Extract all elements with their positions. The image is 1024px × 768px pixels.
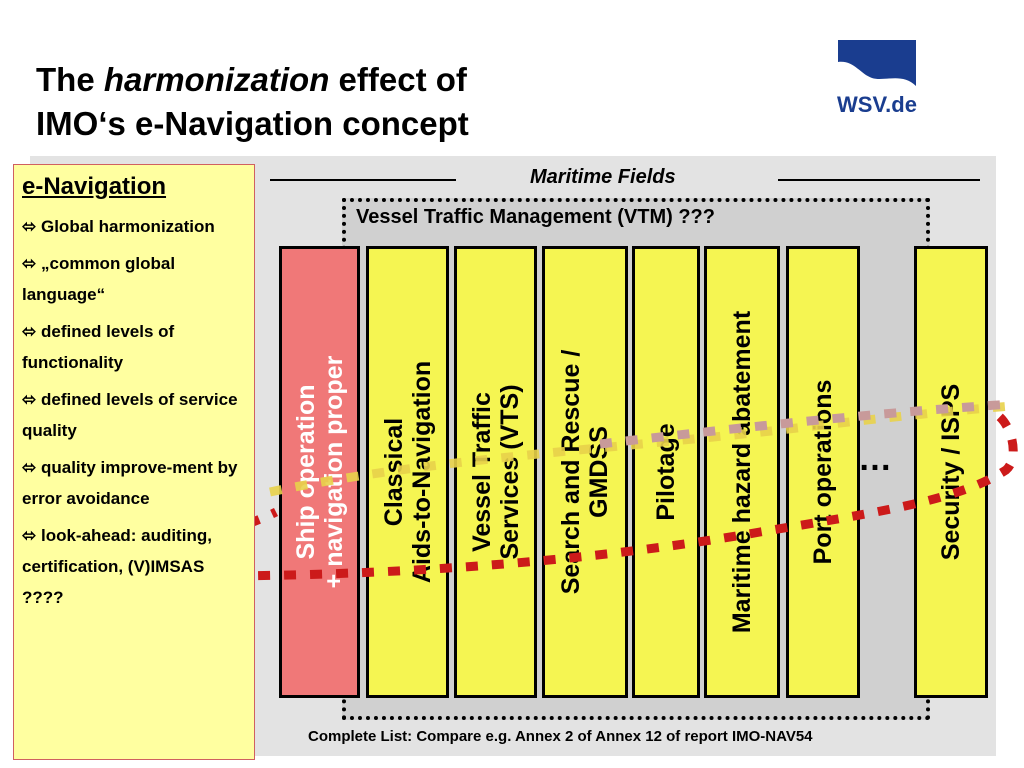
sidebar-title: e-Navigation <box>22 173 167 200</box>
arrow-icon: ⬄ <box>22 526 37 545</box>
arrow-icon: ⬄ <box>22 217 37 236</box>
vtm-label: Vessel Traffic Management (VTM) ??? <box>356 206 715 228</box>
e-navigation-panel <box>13 164 255 760</box>
arrow-icon: ⬄ <box>22 458 37 477</box>
logo-text: WSV.de <box>837 92 917 117</box>
column-vts: Vessel Traffic Services (VTS) <box>454 246 537 698</box>
column-classical-aids: Classical Aids-to-Navigation <box>366 246 449 698</box>
maritime-fields-line-left <box>270 179 456 181</box>
more-fields-ellipsis: … <box>858 440 892 478</box>
sidebar-item: ⬄ defined levels of functionality <box>22 322 175 372</box>
sidebar-item: ⬄ quality improve-ment by error avoidance <box>22 458 238 508</box>
arrow-icon: ⬄ <box>22 322 37 341</box>
sidebar-item: ⬄ „common global language“ <box>22 254 176 304</box>
arrow-icon: ⬄ <box>22 390 37 409</box>
column-maritime-hazard: Maritime hazard abatement <box>704 246 780 698</box>
column-security-isps: Security / ISPS <box>914 246 988 698</box>
column-ship-operation: Ship operation + navigation proper <box>279 246 360 698</box>
page-title: The harmonization effect of IMO‘s e-Navigation concept <box>36 61 469 142</box>
footer-note: Complete List: Compare e.g. Annex 2 of Annex 12 of report IMO-NAV54 <box>308 728 813 745</box>
sidebar-item: ⬄ Global harmonization <box>22 217 215 236</box>
arrow-icon: ⬄ <box>22 254 37 273</box>
sidebar-item: ⬄ defined levels of service quality <box>22 390 238 440</box>
column-search-and-rescue: Search and Rescue / GMDSS <box>542 246 628 698</box>
column-port-operations: Port operations <box>786 246 860 698</box>
sidebar-item: ⬄ look-ahead: auditing, certification, (V)IMSAS ???? <box>22 526 212 607</box>
maritime-fields-line-right <box>778 179 980 181</box>
maritime-fields-label: Maritime Fields <box>530 166 676 188</box>
column-pilotage: Pilotage <box>632 246 700 698</box>
